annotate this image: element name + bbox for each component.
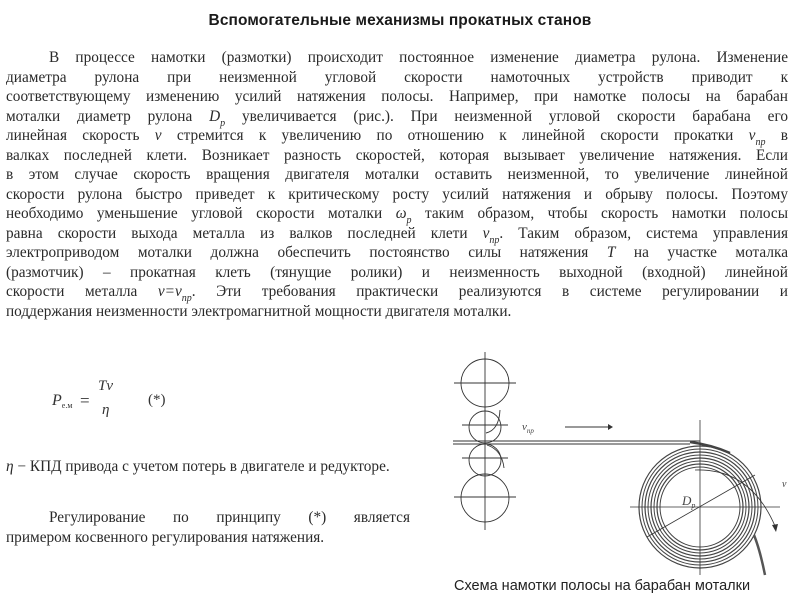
symbol-v: v: [482, 224, 490, 242]
label-dp: $D_р$: [682, 493, 696, 510]
text-run: линейная скорость: [6, 127, 155, 144]
strip-tail: [754, 535, 765, 575]
paragraph-line: [6, 204, 788, 224]
page-title: Вспомогательные механизмы прокатных станов: [208, 12, 592, 29]
direction-arrowhead: [608, 424, 613, 430]
symbol-eta: η: [6, 458, 14, 475]
winding-diagram: [450, 350, 800, 580]
text-run: в: [765, 127, 788, 144]
text-run: на участке моталка: [633, 244, 788, 261]
text-run: стремится к увеличению по отношению к линейной скорости прокатки: [161, 127, 749, 144]
symbol-subscript: пр: [489, 234, 500, 246]
formula-p: P: [52, 392, 62, 409]
diagram-caption: Схема намотки полосы на барабан моталки: [454, 578, 751, 594]
speed-arrowhead: [772, 524, 778, 532]
text-run: таким образом, чтобы скорость намотки полосы: [411, 205, 789, 222]
paragraph-line: [6, 243, 788, 263]
paragraph-line: [6, 126, 788, 146]
symbol-subscript: пр: [755, 137, 766, 148]
label-v: v: [782, 479, 787, 490]
text-run: необходимо уменьшение угловой скорости моталки: [6, 205, 396, 222]
formula-mark: (*): [148, 392, 166, 408]
text-run: скорости металла: [6, 283, 158, 300]
symbol-t: T: [606, 244, 616, 261]
paragraph-line: [6, 224, 788, 244]
symbol-subscript: p: [220, 117, 226, 129]
text-run: электроприводом моталки должна обеспечить постоянство силы натяжения: [6, 244, 589, 261]
paragraph-line: соответствующему изменению усилий натяжения полосы. Например, при намотке полосы на барабан: [6, 88, 788, 105]
formula-equals: =: [80, 391, 90, 410]
paragraph-line: диаметра рулона при неизменной угловой скорости намоточных устройств приводит к: [6, 68, 788, 86]
paragraph-line: [6, 282, 788, 302]
text-run: моталки диаметр рулона: [6, 107, 210, 125]
formula-denominator: η: [102, 402, 110, 418]
text-run: . Эти требования практически реализуются в системе регулировании и: [191, 283, 788, 300]
symbol-v: v: [748, 127, 756, 144]
main-paragraph: [6, 48, 788, 321]
paragraph-line: валках последней клети. Возникает разность скоростей, которая вызывает увеличение натяжения. Если: [6, 146, 788, 164]
symbol-omega: ω: [395, 205, 407, 222]
paragraph-line: Регулирование по принципу (*) является: [49, 509, 410, 526]
regulation-paragraph: [6, 508, 410, 548]
paragraph-line: примером косвенного регулирования натяжения.: [6, 529, 325, 546]
speed-arc: [695, 470, 775, 526]
coil: [639, 446, 765, 575]
symbol-v: v: [154, 127, 162, 144]
text-run: увеличивается (рис.). При неизменной угловой скорости барабана его: [225, 107, 788, 125]
eta-definition: [6, 458, 390, 476]
power-formula: [52, 378, 182, 432]
symbol-d: D: [209, 107, 221, 125]
paragraph-line: [6, 107, 788, 127]
symbol-subscript: пр: [181, 293, 192, 304]
eta-text: − КПД привода с учетом потерь в двигателе и редукторе.: [13, 458, 390, 475]
formula-lhs: [52, 392, 72, 410]
label-vpr: $v_{пр}$: [522, 421, 534, 435]
paragraph-line: в этом случае скорость вращения двигателя моталки оставить неизменной, то увеличение линейной: [6, 166, 788, 183]
formula-subscript: e.м: [61, 401, 73, 410]
paragraph-line: (размотчик) – прокатная клеть (тянущие ролики) и неизменность выходной (входной) линейной: [6, 263, 788, 281]
paragraph-line: скорости рулона быстро приведет к критическому росту усилий натяжения и обрыву полосы. Поэтому: [6, 185, 788, 203]
text-run: равна скорости выхода металла из валков последней клети: [6, 224, 483, 242]
symbol-subscript: p: [406, 215, 412, 226]
paragraph-line: поддержания неизменности электромагнитной мощности двигателя моталки.: [6, 302, 512, 320]
symbol-v-eq: v=v: [157, 283, 182, 300]
paragraph-line: В процессе намотки (размотки) происходит постоянное изменение диаметра рулона. Изменение: [49, 49, 788, 66]
text-run: . Таким образом, система управления: [499, 224, 788, 242]
formula-numerator: Tν: [98, 378, 113, 394]
